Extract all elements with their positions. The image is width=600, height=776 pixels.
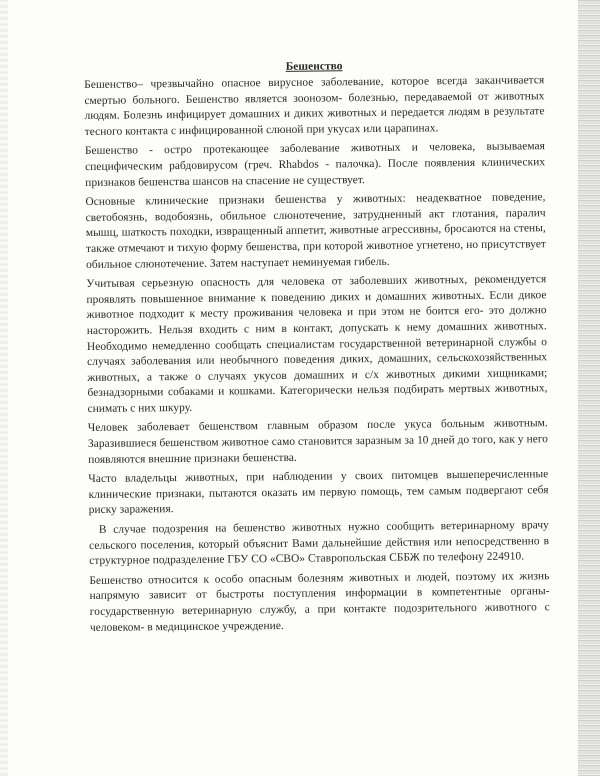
paragraph-conclusion: Бешенство относится к особо опасным болезням животных и людей, поэтому их жизнь напрямую зависит от быстроты поступления информации в компетентные органы- государственную ветеринарную службу, а при контакте подозрительного животного с человеком- в медицинское учреждение. [89,569,550,634]
paragraph-contact: В случае подозрения на бешенство животных нужно сообщить ветеринарному врачу сельского поселения, который объяснит Вами дальнейшие действия или непосредственно в структурное подразделение ГБУ СО «СВО» Ставропольская СББЖ по телефону 224910. [89,519,550,568]
document-title: Бешенство [285,60,343,73]
scan-edge-right [578,0,600,776]
paragraph-definition: Бешенство - остро протекающее заболевание животных и человека, вызываемая специфическим рабдовирусом (греч. Rhabdos - палочка). После появления клинических признаков бешенства шансов на спасение не существует. [84,140,546,189]
document-body [84,57,550,640]
paragraph-precautions: Учитывая серьезную опасность для человека от заболевших животных, рекомендуется проявлять повышенное внимание к поведению диких и домашних животных. Если дикое животное подходит к месту проживания человека и при этом не боится его- это должно насторожить. Нельзя входить с ним в контакт, допускать к нему домашних животных. Необходимо немедленно сообщать специалистам государственной ветеринарной службы о случаях заболевания или необычного поведения диких, домашних, сельскохозяйственных животных, а также о случаях укусов домашних и с/х животных дикими хищниками; безнадзорными собаками и кошками. Категорически нельзя подбирать мертвых животных, снимать с них шкуру. [86,273,548,415]
paragraph-owners: Часто владельцы животных, при наблюдении у своих питомцев вышеперечисленные клинические признаки, пытаются оказать им первую помощь, тем самым подвергают себя риску заражения. [88,468,549,517]
scan-edge-left [0,0,8,776]
paragraph-symptoms: Основные клинические признаки бешенства у животных: неадекватное поведение, светобоязнь, водобоязнь, обильное слюнотечение, затрудненный акт глотания, паралич мышц, шаткость походки, извращенный аппетит, животные агрессивны, бросаются на стены, также отмечают и тихую форму бешенства, при которой животное угнетено, но присутствует обильное слюнотечение. Затем наступает неминуемая гибель. [85,191,546,271]
paragraph-transmission: Человек заболевает бешенством главным образом после укуса больным животным. Заразившиеся бешенством животное само становится заразным за 10 дней до того, как у него появляются внешние признаки бешенства. [87,417,549,466]
paragraph-intro: Бешенство– чрезвычайно опасное вирусное заболевание, которое всегда заканчивается смертью больного. Бешенство является зоонозом- болезнью, передаваемой от животных людям. Болезнь инфицирует домашних и диких животных и передается людям в результате тесного контакта с инфицированной слюной при укусах или царапинах. [84,74,545,138]
